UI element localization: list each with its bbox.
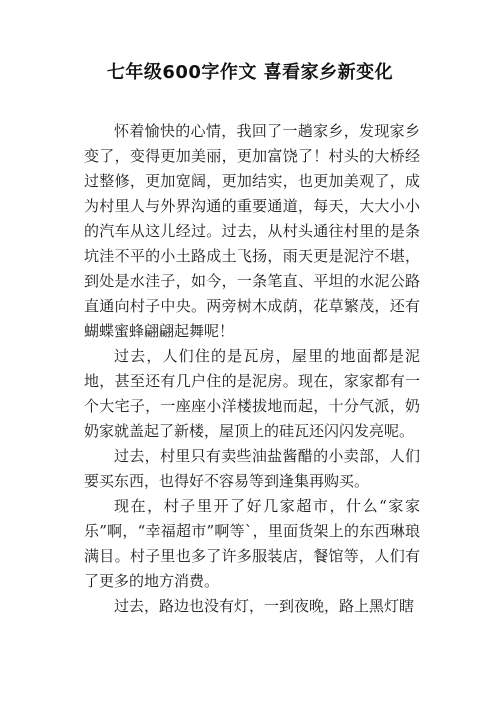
paragraph: 过去，村里只有卖些油盐酱醋的小卖部，人们要买东西，也得好不容易等到逢集再购买。: [84, 447, 420, 490]
page-title: 七年级600字作文 喜看家乡新变化: [106, 62, 394, 83]
paragraph: 现在，村子里开了好几家超市，什么“家家乐”啊，“幸福超市”啊等`，里面货架上的东西琳琅满目。村子里也多了许多服装店，餐馆等，人们有了更多的地方消费。: [84, 497, 420, 590]
paragraph: 过去，路边也没有灯，一到夜晚，路上黑灯瞎: [114, 597, 415, 615]
paragraph: 过去，人们住的是瓦房，屋里的地面都是泥地，甚至还有几户住的是泥房。现在，家家都有一个大宅子，一座座小洋楼拔地而起，十分气派，奶奶家就盖起了新楼，屋顶上的硅瓦还闪闪发亮呢。: [84, 347, 420, 440]
article-body: [84, 119, 420, 619]
paragraph: 怀着愉快的心情，我回了一趟家乡，发现家乡变了，变得更加美丽，更加富饶了！村头的大桥经过整修，更加宽阔，更加结实，也更加美观了，成为村里人与外界沟通的重要通道，每天，大大小小的汽车从这儿经过。过去，从村头通往村里的是条坑洼不平的小土路成土飞扬，雨天更是泥泞不堪，到处是水洼子，如今，一条笔直、平坦的水泥公路直通向村子中央。两旁树木成荫，花草繁茂，还有蝴蝶蜜蜂翩翩起舞呢！: [84, 122, 420, 340]
